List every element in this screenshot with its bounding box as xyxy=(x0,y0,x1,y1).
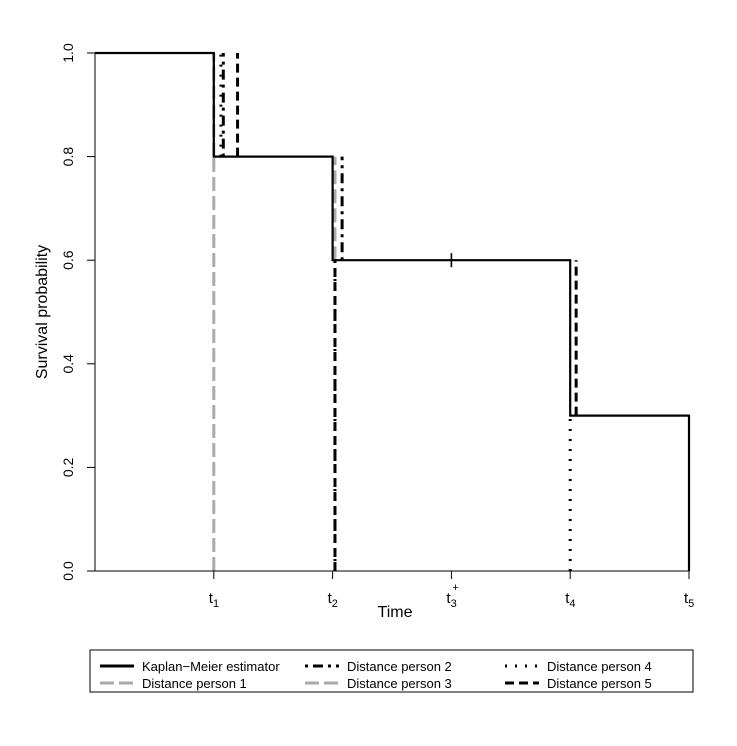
legend-label: Kaplan−Meier estimator xyxy=(142,659,280,674)
series-distance-person-4 xyxy=(221,53,570,571)
x-tick-subscript: 4 xyxy=(569,598,576,610)
axes-layer xyxy=(60,43,694,610)
x-tick-label: $t_4$ xyxy=(565,590,576,610)
x-tick-label: $t_5$ xyxy=(684,590,695,610)
x-tick-superscript: + xyxy=(452,582,459,594)
x-tick-subscript: 2 xyxy=(331,598,338,610)
y-tick-label: 0.4 xyxy=(60,354,76,374)
km-layer xyxy=(95,53,689,571)
x-tick-label: $t_2$ xyxy=(327,590,338,610)
y-tick-label: 1.0 xyxy=(60,43,76,63)
legend-label: Distance person 2 xyxy=(347,659,452,674)
x-tick-label: $t_3$ xyxy=(446,590,457,610)
legend-label: Distance person 1 xyxy=(142,676,247,691)
legend-label: Distance person 4 xyxy=(547,659,652,674)
x-axis-label: Time xyxy=(377,604,413,621)
series-layer xyxy=(214,53,576,571)
y-tick-label: 0.0 xyxy=(60,561,76,581)
x-tick-subscript: 1 xyxy=(212,598,220,610)
series-distance-person-5 xyxy=(238,53,577,571)
y-tick-label: 0.2 xyxy=(60,457,76,478)
km-step-line xyxy=(95,53,689,571)
x-tick-label: $t_1$ xyxy=(208,590,220,610)
y-axis-label: Survival probability xyxy=(34,244,51,380)
legend-label: Distance person 5 xyxy=(547,676,652,691)
y-tick-label: 0.8 xyxy=(60,146,76,167)
x-tick-subscript: 5 xyxy=(688,598,695,610)
legend xyxy=(90,650,693,692)
legend-label: Distance person 3 xyxy=(347,676,452,691)
y-tick-label: 0.6 xyxy=(60,250,76,270)
x-tick-subscript: 3 xyxy=(450,598,457,610)
